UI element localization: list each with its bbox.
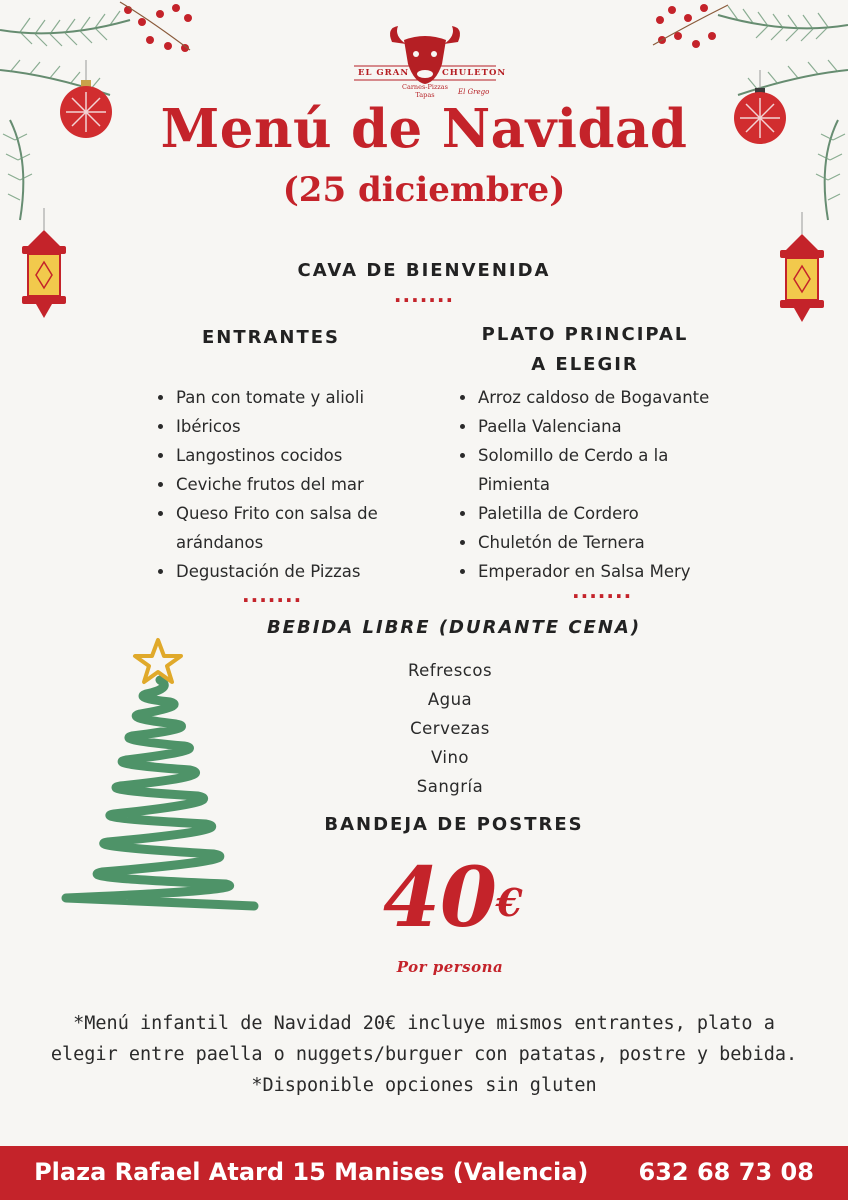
divider-dots: ....... (393, 283, 455, 307)
logo-tagline-2: Tapas (415, 91, 435, 99)
mains-heading-line1: PLATO PRINCIPAL (481, 324, 689, 345)
logo-name-left: EL GRAN (358, 68, 410, 78)
list-item: Arroz caldoso de Bogavante (456, 383, 726, 412)
list-item: Langostinos cocidos (154, 441, 416, 470)
restaurant-logo (352, 24, 507, 104)
logo-name-right: CHULETON (442, 68, 507, 78)
mains-heading-line2: A ELEGIR (531, 354, 639, 375)
list-item: Ceviche frutos del mar (154, 470, 416, 499)
kids-menu-note: *Menú infantil de Navidad 20€ incluye mismos entrantes, plato a elegir entre paella o nuggets/burguer con patatas, postre y bebida. (50, 1013, 798, 1065)
drink-item: Refrescos (407, 661, 493, 680)
page-title: Menú de Navidad (160, 98, 688, 160)
gluten-free-note: *Disponible opciones sin gluten (251, 1075, 597, 1096)
drink-item: Sangría (416, 777, 484, 796)
page-subtitle: (25 diciembre) (282, 170, 566, 210)
footer-phone[interactable]: 632 68 73 08 (638, 1158, 814, 1186)
footer-bar (0, 1146, 848, 1200)
list-item: Emperador en Salsa Mery (456, 557, 726, 586)
star-icon (135, 640, 181, 682)
divider-dots-right: ....... (572, 579, 633, 603)
price-per-person: Por persona (396, 958, 504, 976)
desserts-heading: BANDEJA DE POSTRES (324, 814, 584, 835)
list-item: Pan con tomate y alioli (154, 383, 416, 412)
logo-tagline-1: Carnes-Pizzas (401, 83, 449, 91)
drinks-list (350, 656, 550, 801)
list-item: Chuletón de Ternera (456, 528, 726, 557)
price-currency: € (496, 880, 523, 925)
mains-list (456, 383, 726, 586)
notes-block (40, 1008, 808, 1101)
logo-signature: El Grego (458, 88, 490, 96)
price-amount: 40 (382, 850, 498, 946)
welcome-heading: CAVA DE BIENVENIDA (297, 260, 551, 281)
starters-heading: ENTRANTES (201, 327, 341, 348)
drink-item: Cervezas (410, 719, 490, 738)
footer-address: Plaza Rafael Atard 15 Manises (Valencia) (34, 1158, 589, 1186)
drink-item: Agua (427, 690, 473, 709)
list-item: Queso Frito con salsa de arándanos (154, 499, 416, 557)
drinks-heading: BEBIDA LIBRE (DURANTE CENA) (266, 617, 642, 638)
list-item: Paletilla de Cordero (456, 499, 726, 528)
drink-item: Vino (430, 748, 470, 767)
list-item: Paella Valenciana (456, 412, 726, 441)
list-item: Solomillo de Cerdo a la Pimienta (456, 441, 726, 499)
list-item: Degustación de Pizzas (154, 557, 416, 586)
divider-dots-left: ....... (242, 583, 303, 607)
starters-list (154, 383, 416, 586)
list-item: Ibéricos (154, 412, 416, 441)
christmas-tree-illustration (58, 636, 262, 914)
footer-contact (0, 1158, 848, 1186)
